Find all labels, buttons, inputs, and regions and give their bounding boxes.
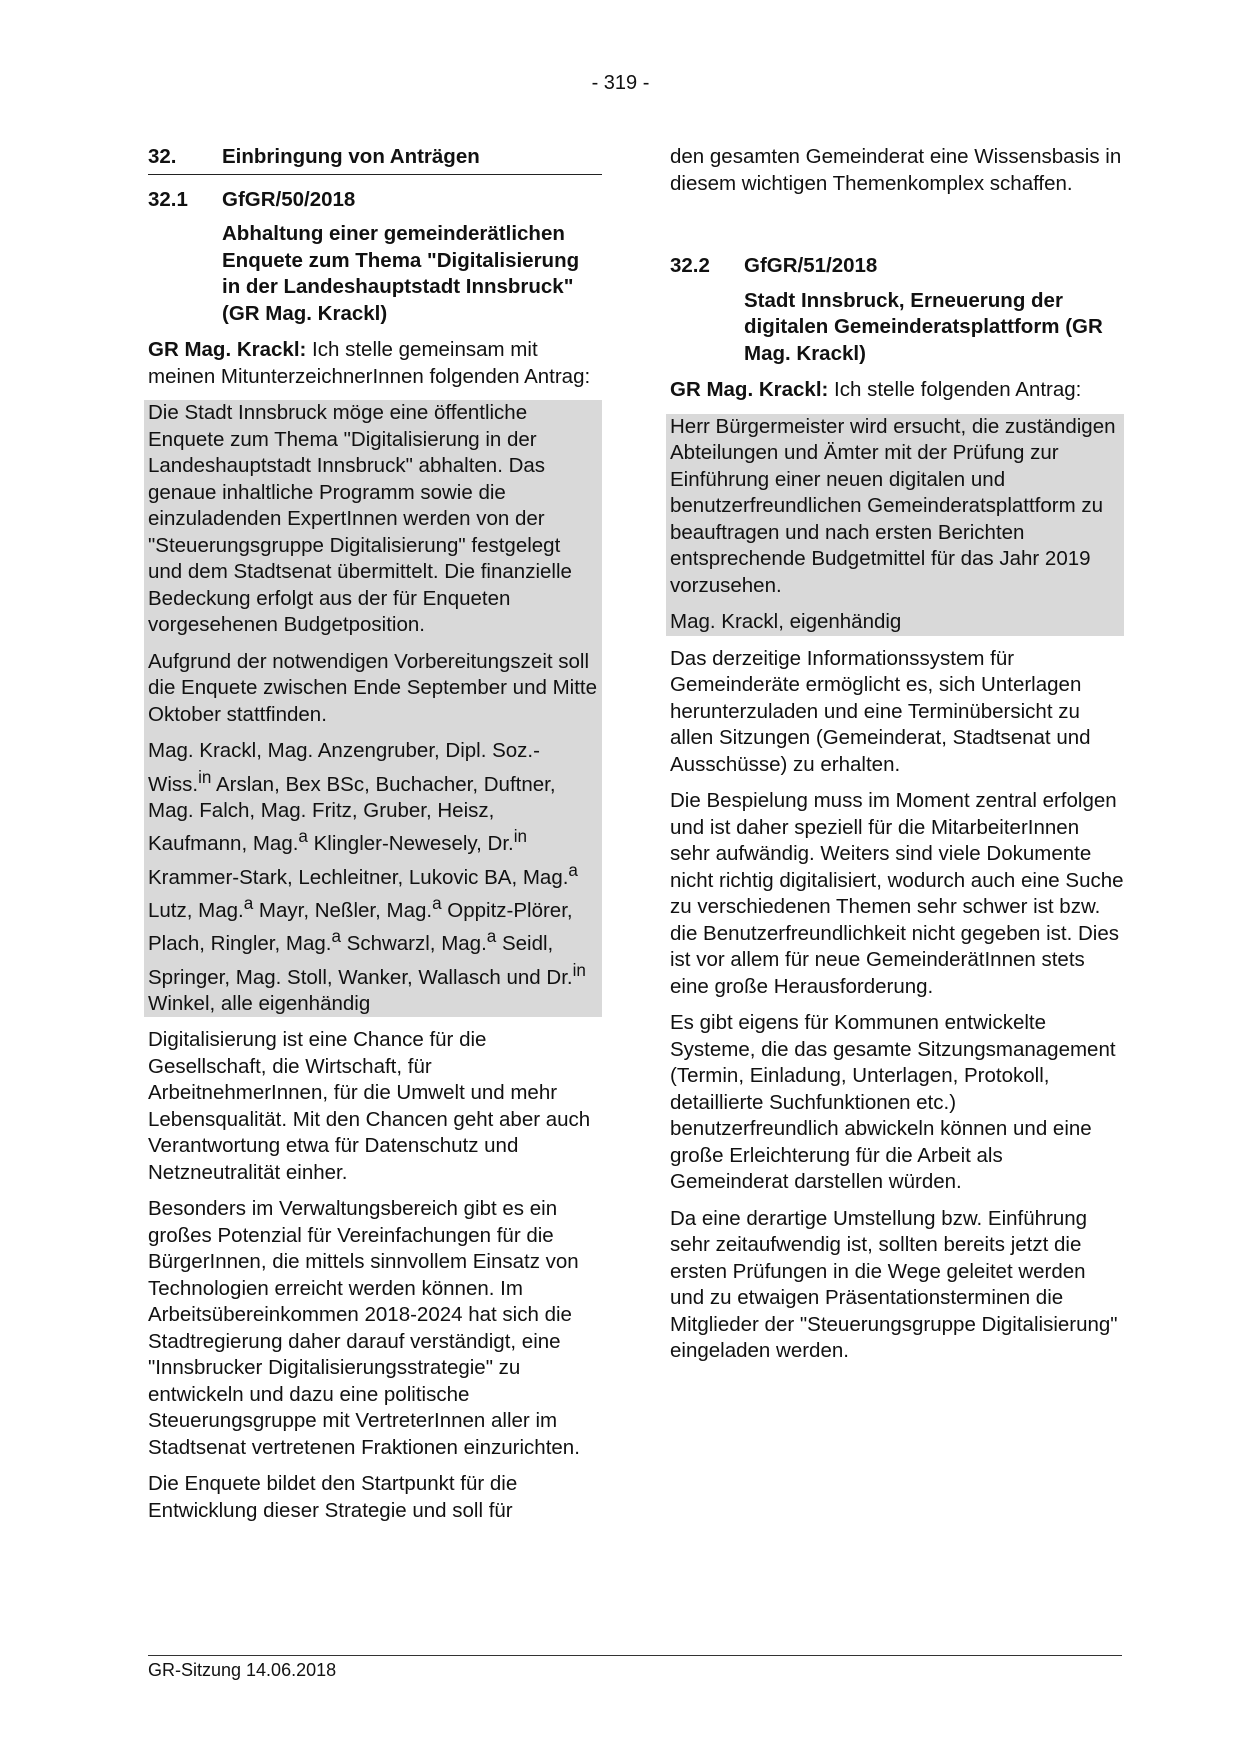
motion-paragraph: Aufgrund der notwendigen Vorbereitungszeit soll die Enquete zwischen Ende September und Mitte Oktober stattfinden. [148, 649, 597, 726]
signature: Mag. Krackl, eigenhändig [670, 610, 902, 633]
sig-sup: a [486, 927, 497, 947]
item-heading [148, 187, 602, 214]
motion-paragraph: Herr Bürgermeister wird ersucht, die zuständigen Abteilungen und Ämter mit der Prüfung zur Einführung einer neuen digitalen und benutzerfreundlichen Gemeinderatsplattform zu beauftragen und nach ersten Berichten entsprechende Budgetmittel für das Jahr 2019 vorzusehen. [670, 414, 1116, 597]
item-code: GfGR/50/2018 [222, 187, 356, 211]
sig-text: Krammer-Stark, Lechleitner, Lukovic BA, Mag. [148, 865, 569, 889]
body-paragraph: Besonders im Verwaltungsbereich gibt es ein großes Potenzial für Vereinfachungen für die BürgerInnen, die mittels sinnvollem Einsatz von Technologien erreicht werden können. Im Arbeitsübereinkommen 2018-2024 hat sich die Stadtregierung daher darauf verständigt, eine "Innsbrucker Digitalisierungsstrategie" zu entwickeln und dazu eine politische Steuerungsgruppe mit VertreterInnen aller im Stadtsenat vertretenen Fraktionen einzurichten. [148, 1197, 580, 1459]
intro-text: Ich stelle folgenden Antrag: [828, 378, 1082, 401]
intro-text: Ich stelle gemeinsam mit meinen MitunterzeichnerInnen folgenden Antrag: [148, 338, 591, 388]
section-heading [148, 144, 602, 175]
body-paragraph: Die Enquete bildet den Startpunkt für die Entwicklung dieser Strategie und soll für [148, 1472, 518, 1522]
motion-box [666, 414, 1124, 636]
sig-sup: in [513, 827, 528, 847]
speaker: GR Mag. Krackl: [148, 338, 307, 361]
sig-sup: a [432, 893, 442, 913]
motion-box [144, 400, 602, 1017]
body-paragraph: Es gibt eigens für Kommunen entwickelte Systeme, die das gesamte Sitzungsmanagement (Termin, Einladung, Unterlagen, Protokoll, detaillierte Suchfunktionen etc.) benutzerfreundlich abwickeln können und eine große Erleichterung für die Arbeit als Gemeinderat darstellen würden. [670, 1011, 1116, 1193]
sig-sup: a [243, 893, 254, 913]
sig-sup: a [298, 827, 308, 847]
item-title: Stadt Innsbruck, Erneuerung der digitalen Gemeinderatsplattform (GR Mag. Krackl) [744, 288, 1103, 365]
speaker: GR Mag. Krackl: [670, 378, 829, 401]
intro-paragraph [148, 337, 602, 390]
item-number: 32.2 [670, 254, 710, 277]
sig-text: Winkel, alle eigenhändig [148, 991, 371, 1015]
page-number: - 319 - [591, 72, 650, 94]
motion-paragraph: Die Stadt Innsbruck möge eine öffentliche Enquete zum Thema "Digitalisierung in der Landeshauptstadt Innsbruck" abhalten. Das genaue inhaltliche Programm sowie die einzuladenden ExpertInnen werden von der "Steuerungsgruppe Digitalisierung" festgelegt und dem Stadtsenat übermittelt. Die finanzielle Bedeckung erfolgt aus der für Enqueten vorgesehenen Budgetposition. [148, 401, 572, 636]
footer: GR-Sitzung 14.06.2018 [148, 1655, 1122, 1681]
sig-text: Schwarzl, Mag. [340, 932, 487, 956]
body-paragraph: Die Bespielung muss im Moment zentral erfolgen und ist daher speziell für die MitarbeiterInnen sehr aufwändig. Weiters sind viele Dokumente nicht richtig digitalisiert, wodurch auch eine Suche zu verschiedenen Themen sehr schwer ist bzw. die Benutzerfreundlichkeit nicht gegeben ist. Dies ist vor allem für neue GemeinderätInnen stets eine große Herausforderung. [670, 789, 1124, 998]
section-title: Einbringung von Anträgen [222, 145, 480, 168]
sig-text: Seidl, Springer, Mag. Stoll, Wanker, Wallasch und Dr. [148, 932, 573, 989]
intro-paragraph [670, 377, 1124, 404]
sig-text: Klingler-Newesely, Dr. [307, 832, 514, 856]
sig-sup: in [198, 767, 212, 787]
sig-text: Mayr, Neßler, Mag. [253, 898, 433, 922]
body-paragraph: Digitalisierung ist eine Chance für die Gesellschaft, die Wirtschaft, für ArbeitnehmerInnen, für die Umwelt und mehr Lebensqualität. Mit den Chancen geht aber auch Verantwortung etwa für Datenschutz und Netzneutralität einher. [148, 1028, 591, 1184]
sig-text: Mag. Krackl, Mag. Anzengruber, Dipl. Soz.-Wiss. [148, 739, 540, 796]
item-number: 32.1 [148, 187, 188, 211]
item-code: GfGR/51/2018 [744, 254, 878, 277]
right-column [670, 144, 1124, 1375]
sig-sup: a [331, 927, 341, 947]
left-column [148, 144, 602, 1534]
continuation-paragraph: den gesamten Gemeinderat eine Wissensbasis in diesem wichtigen Themenkomplex schaffen. [670, 145, 1122, 195]
signatories [148, 738, 598, 1017]
body-paragraph: Das derzeitige Informationssystem für Gemeinderäte ermöglicht es, sich Unterlagen herunterzuladen und eine Terminübersicht zu allen Sitzungen (Gemeinderat, Stadtsenat und Ausschüsse) zu erhalten. [670, 646, 1091, 776]
sig-text: Lutz, Mag. [148, 898, 244, 922]
sig-sup: in [572, 960, 586, 980]
body-paragraph: Da eine derartige Umstellung bzw. Einführung sehr zeitaufwendig ist, sollten bereits jetzt die ersten Prüfungen in die Wege geleitet werden und zu etwaigen Präsentationsterminen die Mitglieder der "Steuerungsgruppe Digitalisierung" eingeladen werden. [670, 1206, 1118, 1362]
sig-text: Arslan, Bex BSc, Buchacher, Duftner, Mag. Falch, Mag. Fritz, Gruber, Heisz, Kaufmann, Mag. [148, 772, 556, 856]
item-heading [670, 253, 1124, 280]
sig-text: Oppitz-Plörer, Plach, Ringler, Mag. [148, 898, 573, 956]
section-number: 32. [148, 145, 177, 168]
item-title: Abhaltung einer gemeinderätlichen Enquete zum Thema "Digitalisierung in der Landeshauptstadt Innsbruck" (GR Mag. Krackl) [222, 222, 580, 325]
sig-sup: a [568, 860, 578, 880]
